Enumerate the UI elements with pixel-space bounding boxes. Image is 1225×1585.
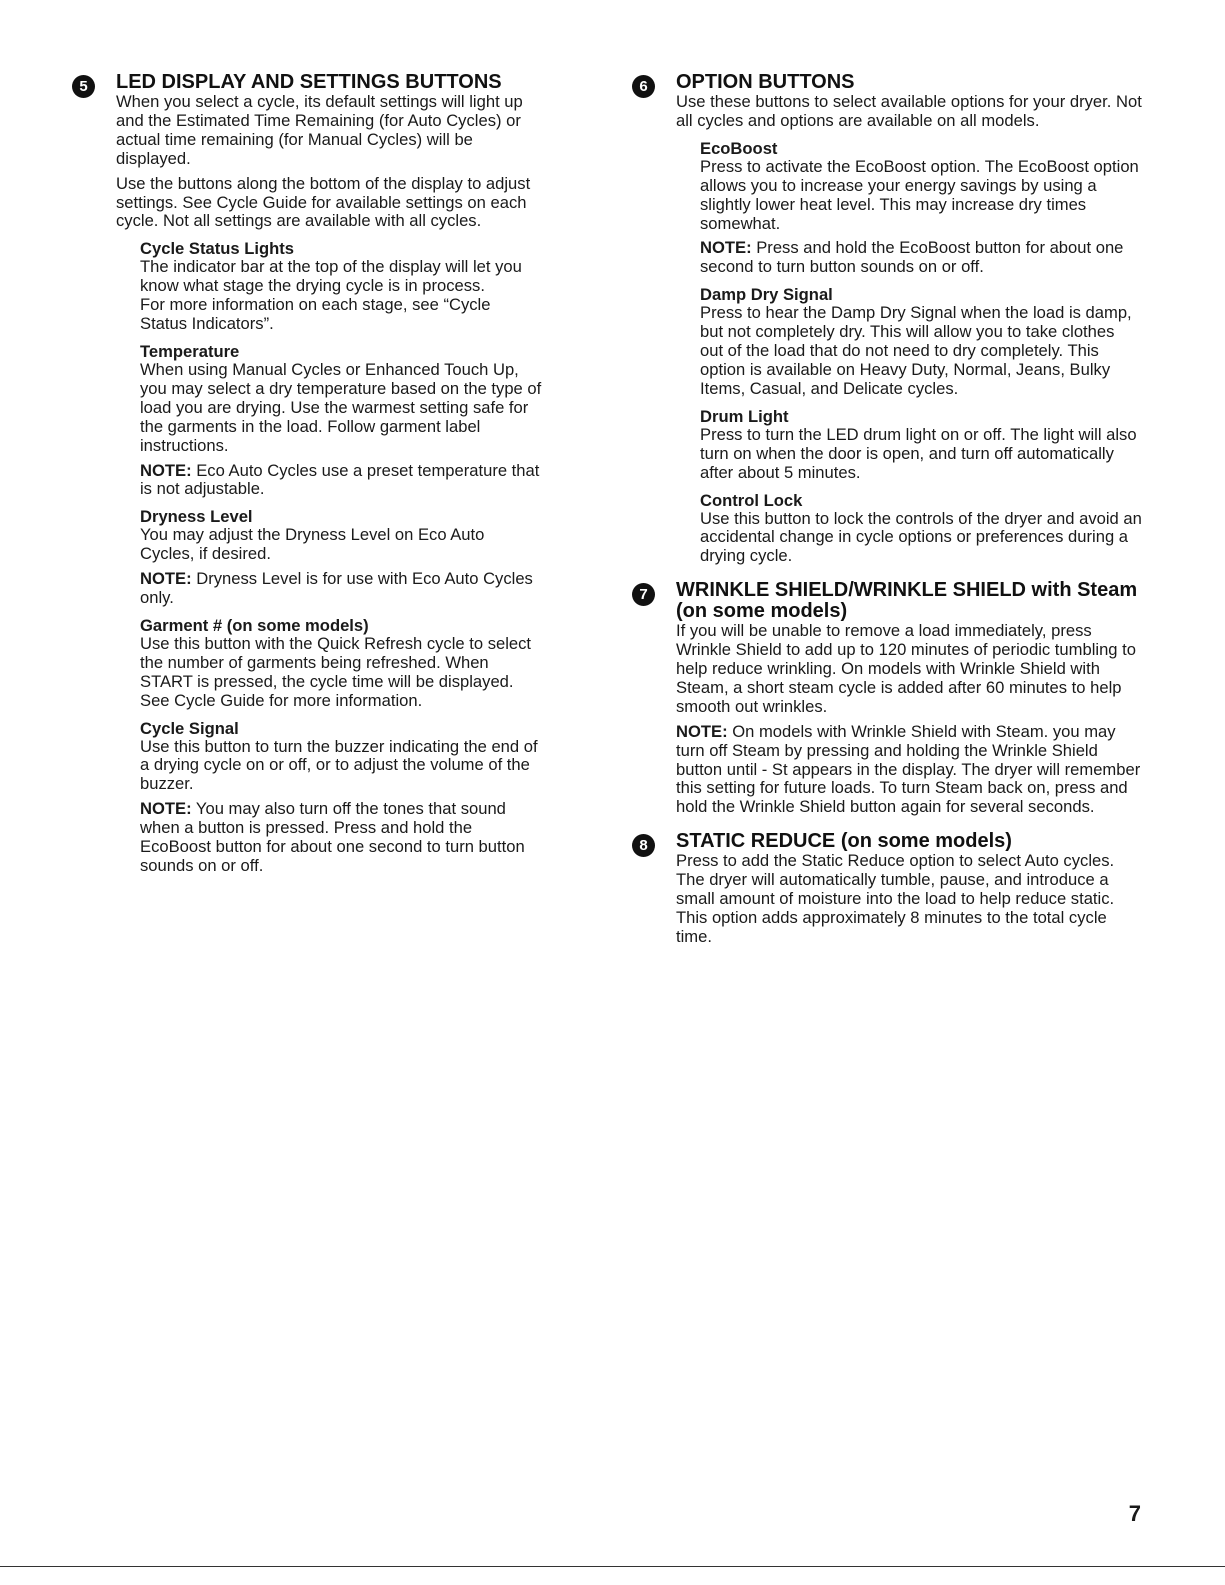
subsection-cycle-status-lights (116, 239, 542, 334)
subsection-damp-dry-signal (676, 285, 1142, 399)
subsection-title: Garment # (on some models) (140, 615, 369, 635)
note-label: NOTE: (676, 721, 728, 741)
subsection-title: Control Lock (700, 490, 803, 510)
section-title: WRINKLE SHIELD/WRINKLE SHIELD with Steam (on some models) (676, 579, 1138, 623)
right-column (632, 72, 1142, 961)
note-paragraph (140, 570, 542, 608)
page-number: 7 (1128, 1501, 1141, 1526)
note-label: NOTE: (140, 460, 192, 480)
note-paragraph (140, 462, 542, 500)
section-title: OPTION BUTTONS (676, 71, 855, 93)
section-number-badge: 6 (632, 75, 655, 98)
bottom-divider (0, 1566, 1225, 1567)
section-paragraph: If you will be unable to remove a load immediately, press Wrinkle Shield to add up to 120 minutes of periodic tumbling to help reduce wrinkling. On models with Wrinkle Shield with Steam, a short steam cycle is added after 60 minutes to help smooth out wrinkles. (676, 621, 1136, 716)
subsection-title: EcoBoost (700, 138, 778, 158)
note-text: Press and hold the EcoBoost button for about one second to turn button sounds on or off. (700, 238, 1124, 277)
section-paragraph: Press to add the Static Reduce option to select Auto cycles. The dryer will automatically tumble, pause, and introduce a small amount of moisture into the load to help reduce static. This option adds approximately 8 minutes to the total cycle time. (676, 851, 1115, 946)
section-wrinkle-shield (632, 580, 1142, 817)
subsection-title: Cycle Signal (140, 718, 239, 738)
section-paragraph: Use the buttons along the bottom of the display to adjust settings. See Cycle Guide for available settings on each cycle. Not all settings are available with all cycles. (116, 173, 531, 231)
note-text: Eco Auto Cycles use a preset temperature that is not adjustable. (140, 460, 540, 499)
note-paragraph (676, 723, 1142, 818)
subsection-paragraph: Use this button with the Quick Refresh cycle to select the number of garments being refreshed. When START is pressed, the cycle time will be displayed. See Cycle Guide for more information. (140, 633, 532, 710)
subsection-garment-count (116, 616, 542, 711)
note-text: You may also turn off the tones that sound when a button is pressed. Press and hold the EcoBoost button for about one second to turn button sounds on or off. (140, 799, 525, 875)
subsection-cycle-signal (116, 719, 542, 876)
subsection-paragraph: Press to hear the Damp Dry Signal when the load is damp, but not completely dry. This will allow you to take clothes out of the load that do not need to dry completely. This option is available on Heavy Duty, Normal, Jeans, Bulky Items, Casual, and Delicate cycles. (700, 303, 1132, 398)
left-column (72, 72, 542, 890)
subsection-paragraph: The indicator bar at the top of the display will let you know what stage the drying cycle is in process. (140, 257, 522, 296)
section-title: LED DISPLAY AND SETTINGS BUTTONS (116, 71, 502, 93)
note-label: NOTE: (140, 569, 192, 589)
subsection-paragraph: Press to turn the LED drum light on or off. The light will also turn on when the door is open, and turn off automatically after about 5 minutes. (700, 424, 1137, 482)
note-text: On models with Wrinkle Shield with Steam. you may turn off Steam by pressing and holding the Wrinkle Shield button until - St appears in the display. The dryer will remember this setting for future loads. To turn Steam back on, press and hold the Wrinkle Shield button again for several seconds. (676, 721, 1141, 817)
subsection-paragraph: For more information on each stage, see “Cycle Status Indicators”. (140, 295, 491, 334)
subsection-paragraph: Use this button to lock the controls of the dryer and avoid an accidental change in cycle options or preferences during a drying cycle. (700, 508, 1142, 566)
subsection-paragraph: You may adjust the Dryness Level on Eco Auto Cycles, if desired. (140, 525, 485, 564)
note-text: Dryness Level is for use with Eco Auto Cycles only. (140, 569, 533, 608)
section-led-display (72, 72, 542, 876)
section-static-reduce (632, 831, 1142, 947)
note-label: NOTE: (140, 799, 192, 819)
subsection-temperature (116, 342, 542, 499)
subsection-title: Damp Dry Signal (700, 285, 833, 305)
section-paragraph: When you select a cycle, its default settings will light up and the Estimated Time Remaining (for Auto Cycles) or actual time remaining (for Manual Cycles) will be displayed. (116, 92, 523, 168)
subsection-paragraph: Use this button to turn the buzzer indicating the end of a drying cycle on or off, or to adjust the volume of the buzzer. (140, 736, 538, 794)
subsection-title: Cycle Status Lights (140, 239, 294, 259)
section-paragraph: Use these buttons to select available options for your dryer. Not all cycles and options are available on all models. (676, 92, 1142, 130)
subsection-paragraph: Press to activate the EcoBoost option. The EcoBoost option allows you to increase your energy savings by using a slightly lower heat level. This may increase dry times somewhat. (700, 156, 1139, 233)
subsection-dryness-level (116, 507, 542, 608)
section-number-badge: 5 (72, 75, 95, 98)
subsection-ecoboost (676, 139, 1142, 277)
note-paragraph (700, 239, 1142, 277)
subsection-control-lock (676, 491, 1142, 567)
subsection-title: Drum Light (700, 406, 789, 426)
subsection-title: Temperature (140, 341, 240, 361)
subsection-title: Dryness Level (140, 507, 253, 527)
subsection-drum-light (676, 407, 1142, 483)
section-title: STATIC REDUCE (on some models) (676, 830, 1012, 853)
subsection-paragraph: When using Manual Cycles or Enhanced Touch Up, you may select a dry temperature based on the type of load you are drying. Use the warmest setting safe for the garments in the load. Follow garment label instructions. (140, 359, 542, 455)
section-number-badge: 8 (632, 834, 655, 857)
section-number-badge: 7 (632, 583, 655, 606)
note-paragraph (140, 800, 542, 876)
note-label: NOTE: (700, 238, 752, 258)
section-option-buttons (632, 72, 1142, 566)
